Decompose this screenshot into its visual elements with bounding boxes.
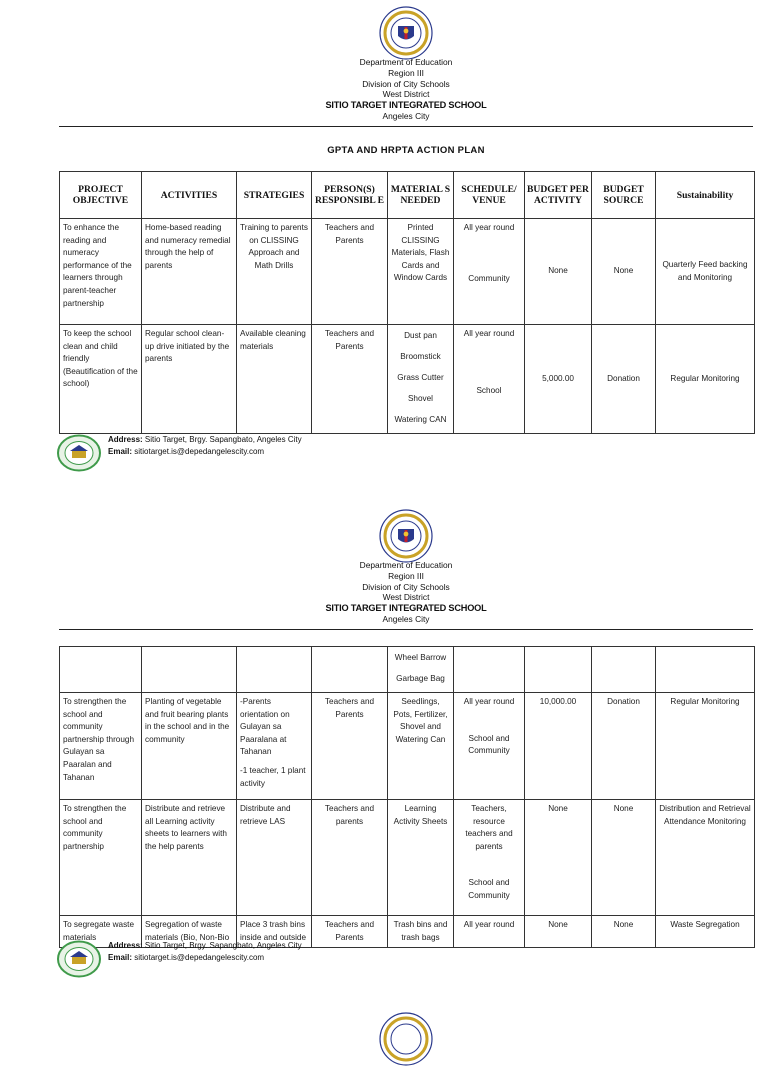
material-item: Shovel (407, 394, 434, 403)
cell-strategies (237, 693, 312, 800)
strategy-line: -1 teacher, 1 plant activity (240, 765, 306, 788)
footer-email (108, 446, 302, 458)
cell-schedule (454, 800, 525, 916)
cell-budget: None (525, 916, 592, 948)
cell-materials (388, 325, 454, 434)
letterhead (0, 560, 768, 625)
material-item: Garbage Bag (396, 674, 445, 683)
school-logo-icon (56, 434, 102, 472)
cell-persons: Teachers and Parents (312, 916, 388, 948)
cell-strategies (237, 647, 312, 693)
cell-budget: None (525, 800, 592, 916)
schedule-text: All year round (463, 223, 515, 232)
material-item: Broomstick (400, 352, 441, 361)
cell-persons: Teachers and Parents (312, 325, 388, 434)
header-line-region: Region III (388, 67, 424, 78)
cell-budget: 10,000.00 (525, 693, 592, 800)
cell-budget-source: None (592, 800, 656, 916)
cell-objective: To enhance the reading and numeracy performance of the learners through parent-teacher partnership (60, 219, 142, 325)
header-line-district: West District (382, 89, 430, 100)
cell-materials (388, 647, 454, 693)
cell-budget-source: Donation (592, 693, 656, 800)
cell-schedule (454, 325, 525, 434)
table-row (60, 647, 755, 693)
column-header: BUDGET PER ACTIVITY (525, 172, 592, 219)
cell-budget-source: None (592, 219, 656, 325)
cell-strategies: Available cleaning materials (237, 325, 312, 434)
cell-objective: To strengthen the school and community partnership (60, 800, 142, 916)
cell-strategies: Place 3 trash bins inside and outside (237, 916, 312, 948)
cell-materials: Seedlings, Pots, Fertilizer, Shovel and Watering Can (388, 693, 454, 800)
cell-schedule (454, 219, 525, 325)
cell-persons: Teachers and Parents (312, 219, 388, 325)
column-header: PROJECT OBJECTIVE (60, 172, 142, 219)
footer-contact (108, 434, 302, 458)
cell-sustainability: Regular Monitoring (656, 693, 755, 800)
column-header: BUDGET SOURCE (592, 172, 656, 219)
cell-schedule: All year round (454, 916, 525, 948)
schedule-text: All year round (463, 697, 515, 706)
footer-address (108, 434, 302, 446)
cell-materials: Printed CLISSING Materials, Flash Cards and Window Cards (388, 219, 454, 325)
cell-sustainability: Waste Segregation (656, 916, 755, 948)
cell-strategies: Training to parents on CLISSING Approach and Math Drills (237, 219, 312, 325)
cell-objective (60, 647, 142, 693)
column-header: PERSON(S) RESPONSIBL E (312, 172, 388, 219)
material-item: Watering CAN (394, 415, 447, 424)
cell-objective: To strengthen the school and community partnership through Gulayan sa Paaralan and Tahanan (60, 693, 142, 800)
cell-sustainability: Distribution and Retrieval Attendance Monitoring (656, 800, 755, 916)
strategy-line: -Parents orientation on Gulayan sa Paaralana at Tahanan (240, 697, 290, 757)
table-header-row (60, 172, 755, 219)
table-row (60, 219, 755, 325)
school-name: SITIO TARGET INTEGRATED SCHOOL (325, 603, 487, 614)
venue-text: School and Community (468, 878, 510, 900)
column-header: SCHEDULE/ VENUE (454, 172, 525, 219)
cell-activities: Regular school clean-up drive initiated by the parents (142, 325, 237, 434)
deped-seal-icon (379, 6, 433, 60)
deped-seal-icon (379, 1012, 433, 1066)
material-item: Grass Cutter (397, 373, 444, 382)
cell-activities: Distribute and retrieve all Learning activity sheets to learners with the help parents (142, 800, 237, 916)
document-title: GPTA AND HRPTA ACTION PLAN (327, 145, 485, 156)
column-header: ACTIVITIES (142, 172, 237, 219)
address-text: Sitio Target, Brgy. Sapangbato, Angeles City (144, 941, 302, 950)
venue-text: School (476, 385, 502, 395)
cell-materials: Trash bins and trash bags (388, 916, 454, 948)
header-line-region: Region III (388, 570, 424, 581)
column-header: Sustainability (656, 172, 755, 219)
table-row (60, 693, 755, 800)
material-item: Dust pan (404, 331, 437, 340)
cell-sustainability (656, 647, 755, 693)
header-line-department: Department of Education (359, 560, 453, 570)
cell-budget-source: Donation (592, 325, 656, 434)
cell-persons: Teachers and parents (312, 800, 388, 916)
cell-activities: Segregation of waste materials (Bio, Non-Bio (142, 916, 237, 948)
action-plan-table-continued (59, 646, 755, 948)
action-plan-table (59, 171, 755, 434)
column-header: MATERIAL S NEEDED (388, 172, 454, 219)
header-line-division: Division of City Schools (362, 78, 450, 89)
header-rule (59, 629, 753, 630)
header-line-district: West District (382, 592, 430, 603)
cell-persons (312, 647, 388, 693)
header-line-department: Department of Education (359, 57, 453, 67)
email-text: sitiotarget.is@depedangelescity.com (134, 447, 265, 456)
column-header: STRATEGIES (237, 172, 312, 219)
cell-schedule (454, 647, 525, 693)
school-name: SITIO TARGET INTEGRATED SCHOOL (325, 100, 487, 111)
cell-strategies: Distribute and retrieve LAS (237, 800, 312, 916)
cell-objective: To keep the school clean and child friendly (Beautification of the school) (60, 325, 142, 434)
email-label: Email: (108, 447, 133, 456)
schedule-text: All year round (463, 329, 515, 338)
deped-seal-icon (379, 509, 433, 563)
page-footer (56, 434, 456, 474)
footer-email (108, 952, 302, 964)
letterhead (0, 57, 768, 122)
cell-budget: None (525, 219, 592, 325)
cell-activities: Planting of vegetable and fruit bearing plants in the school and in the community (142, 693, 237, 800)
cell-budget-source: None (592, 916, 656, 948)
cell-schedule (454, 693, 525, 800)
header-line-city: Angeles City (382, 613, 430, 624)
school-logo-icon (56, 940, 102, 978)
header-line-city: Angeles City (382, 110, 430, 121)
cell-budget: 5,000.00 (525, 325, 592, 434)
header-rule (59, 126, 753, 127)
footer-contact (108, 940, 302, 964)
cell-sustainability: Quarterly Feed backing and Monitoring (656, 219, 755, 325)
footer-address (108, 940, 302, 952)
page-footer (56, 940, 456, 980)
cell-objective: To segregate waste materials (60, 916, 142, 948)
material-item: Wheel Barrow (394, 653, 447, 662)
cell-activities (142, 647, 237, 693)
email-text: sitiotarget.is@depedangelescity.com (134, 953, 265, 962)
venue-text: Community (468, 273, 510, 283)
cell-activities: Home-based reading and numeracy remedial through the help of parents (142, 219, 237, 325)
table-row (60, 800, 755, 916)
table-row (60, 325, 755, 434)
schedule-text: Teachers, resource teachers and parents (465, 804, 513, 851)
venue-text: School and Community (468, 733, 510, 756)
address-label: Address: (108, 435, 143, 444)
email-label: Email: (108, 953, 133, 962)
header-line-division: Division of City Schools (362, 581, 450, 592)
cell-budget (525, 647, 592, 693)
cell-persons: Teachers and Parents (312, 693, 388, 800)
address-text: Sitio Target, Brgy. Sapangbato, Angeles City (144, 435, 302, 444)
cell-sustainability: Regular Monitoring (656, 325, 755, 434)
address-label: Address: (108, 941, 143, 950)
cell-materials: Learning Activity Sheets (388, 800, 454, 916)
cell-budget-source (592, 647, 656, 693)
